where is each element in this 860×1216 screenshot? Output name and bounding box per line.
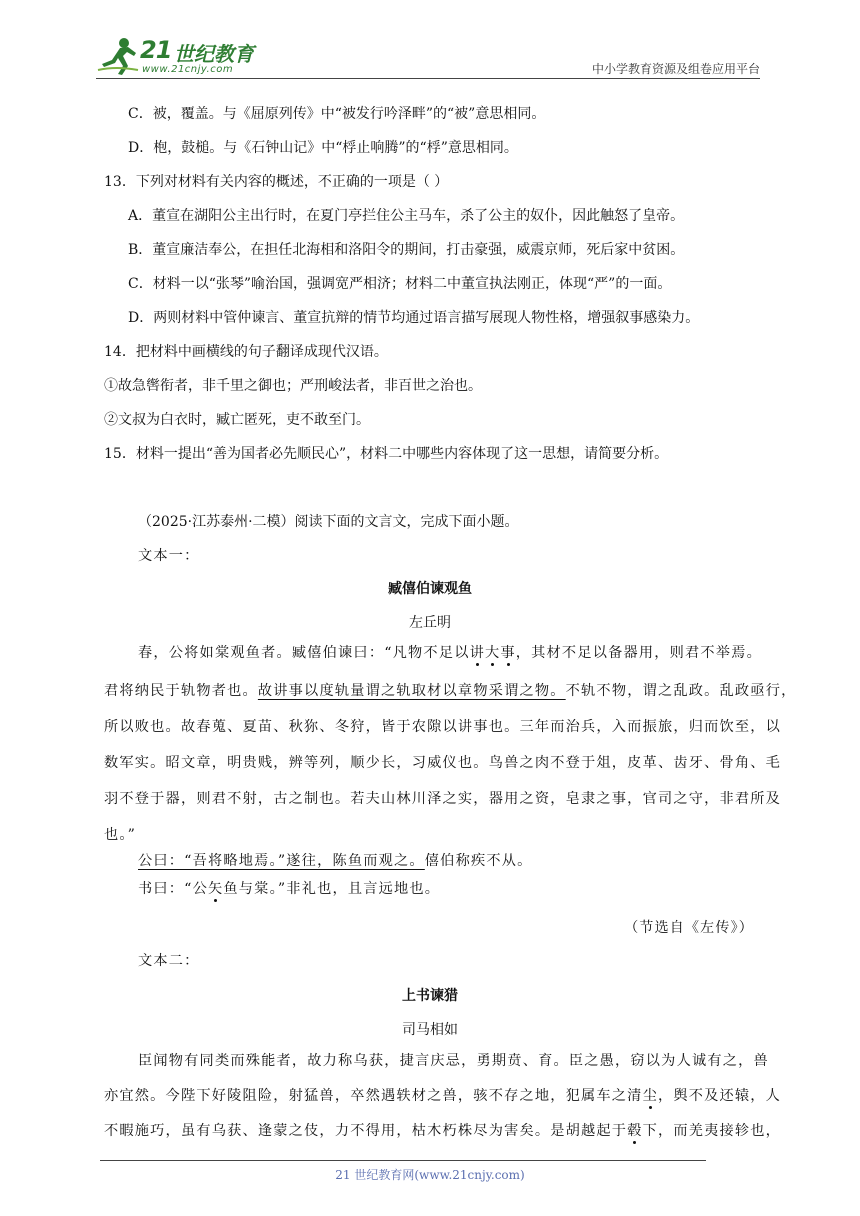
site-logo[interactable]: [96, 34, 256, 78]
text2-line-2-a: 亦宜然。今陛下好陵阻险，射猛兽，卒然遇轶材之兽，骇不存之地，犯属车之清: [104, 1088, 643, 1104]
platform-tagline: 中小学教育资源及组卷应用平台: [591, 62, 760, 76]
text1-line-2-b: 不轨不物，谓之乱政。乱政亟行，: [565, 683, 797, 699]
q14-stem: 14．把材料中画横线的句子翻译成现代汉语。: [104, 344, 388, 360]
text2-line-3-a: 不暇施巧，虽有乌获、逢蒙之伎，力不得用，枯木朽株尽为害矣。是胡越起于: [104, 1123, 628, 1139]
text2-label: 文本二：: [138, 953, 200, 969]
passage-intro: （2025·江苏泰州·二模）阅读下面的文言文，完成下面小题。: [138, 514, 519, 530]
text1-para-3-b: 鱼与棠。”非礼也，且言远地也。: [223, 881, 441, 897]
text1-line-4: 数军实。昭文章，明贵贱，辨等列，顺少长，习威仪也。鸟兽之肉不登于俎，皮革、齿牙、骨角、毛: [104, 755, 782, 771]
underlined-sentence: 公曰：“吾将略地焉。”遂往，陈鱼而观之。: [138, 853, 425, 869]
logo-url: www.21cnjy.com: [142, 64, 234, 75]
text1-source: （节选自《左传》）: [624, 920, 754, 936]
q13-option-a: A．董宣在湖阳公主出行时，在夏门亭拦住公主马车，杀了公主的奴仆，因此触怒了皇帝。: [128, 208, 685, 224]
text1-line-1-b: ，其材不足以备器用，则君不举焉。: [515, 645, 762, 661]
text2-line-3: [104, 1121, 781, 1141]
text1-title: 臧僖伯谏观鱼: [388, 581, 472, 597]
text1-para-2-b: 僖伯称疾不从。: [424, 853, 533, 869]
dotted-char: 大: [484, 645, 501, 661]
text1-para-3-a: 书曰：“公: [138, 881, 209, 897]
footer-divider: [100, 1160, 706, 1161]
text1-line-2: [104, 681, 796, 701]
dotted-char: 尘: [642, 1088, 658, 1104]
text1-line-6: 也。”: [104, 827, 137, 843]
text1-label: 文本一：: [138, 548, 200, 564]
logo-name: 世纪教育: [174, 42, 254, 66]
q12-option-c: C．被，覆盖。与《屈原列传》中“被发行吟泽畔”的“被”意思相同。: [128, 106, 546, 122]
q13-option-c: C．材料一以“张琴”喻治国，强调宽严相济；材料二中董宣执法刚正，体现“严”的一面。: [128, 276, 672, 292]
q14-sentence-1: ①故急辔衔者，非千里之御也；严刑峻法者，非百世之治也。: [104, 378, 482, 394]
q13-option-d: D．两则材料中管仲谏言、董宣抗辩的情节均通过语言描写展现人物性格，增强叙事感染力。: [128, 310, 700, 326]
dotted-char: 事: [500, 645, 516, 661]
dotted-char: 讲: [469, 645, 485, 661]
text1-line-5: 羽不登于器，则君不射，古之制也。若夫山林川泽之实，器用之资，皂隶之事，官司之守，非君所及: [104, 791, 782, 807]
text1-para-2: [138, 851, 533, 871]
text2-line-3-b: 下，而羌夷接轸也，: [642, 1123, 782, 1139]
text1-line-1: [138, 643, 762, 663]
q14-sentence-2: ②文叔为白衣时，臧亡匿死，吏不敢至门。: [104, 412, 370, 428]
text1-author: 左丘明: [409, 615, 451, 631]
text2-title: 上书谏猎: [402, 988, 458, 1004]
dotted-char: 矢: [208, 881, 224, 897]
q13-stem: 13．下列对材料有关内容的概述，不正确的一项是（ ）: [104, 174, 449, 190]
text2-line-2: [104, 1086, 781, 1106]
page-footer[interactable]: 21 世纪教育网(www.21cnjy.com): [335, 1168, 525, 1182]
logo-number: 21: [140, 36, 172, 64]
text2-author: 司马相如: [402, 1022, 458, 1038]
text1-para-3: [138, 879, 440, 899]
page-header: [96, 34, 760, 82]
text1-line-1-a: 春，公将如棠观鱼者。臧僖伯谏曰：“凡物不足以: [138, 645, 470, 661]
q13-option-b: B．董宣廉洁奉公，在担任北海相和洛阳令的期间，打击豪强，威震京师，死后家中贫困。: [128, 242, 685, 258]
text2-line-1: 臣闻物有同类而殊能者，故力称乌获，捷言庆忌，勇期贲、育。臣之愚，窃以为人诚有之，兽: [138, 1053, 769, 1069]
underlined-sentence: 故讲事以度轨量谓之轨取材以章物采谓之物。: [257, 683, 566, 699]
header-divider: [96, 78, 760, 79]
q15-stem: 15．材料一提出“善为国者必先顺民心”，材料二中哪些内容体现了这一思想，请简要分析。: [104, 446, 669, 462]
text1-line-3: 所以败也。故春蒐、夏苗、秋狝、冬狩，皆于农隙以讲事也。三年而治兵，入而振旅，归而饮至，以: [104, 719, 782, 735]
text2-line-2-b: ，舆不及还辕，人: [657, 1088, 782, 1104]
q12-option-d: D．枹，鼓槌。与《石钟山记》中“桴止响腾”的“桴”意思相同。: [128, 140, 518, 156]
runner-logo-icon: [96, 36, 140, 76]
dotted-char: 毂: [627, 1123, 643, 1139]
text1-line-2-a: 君将纳民于轨物者也。: [104, 683, 258, 699]
